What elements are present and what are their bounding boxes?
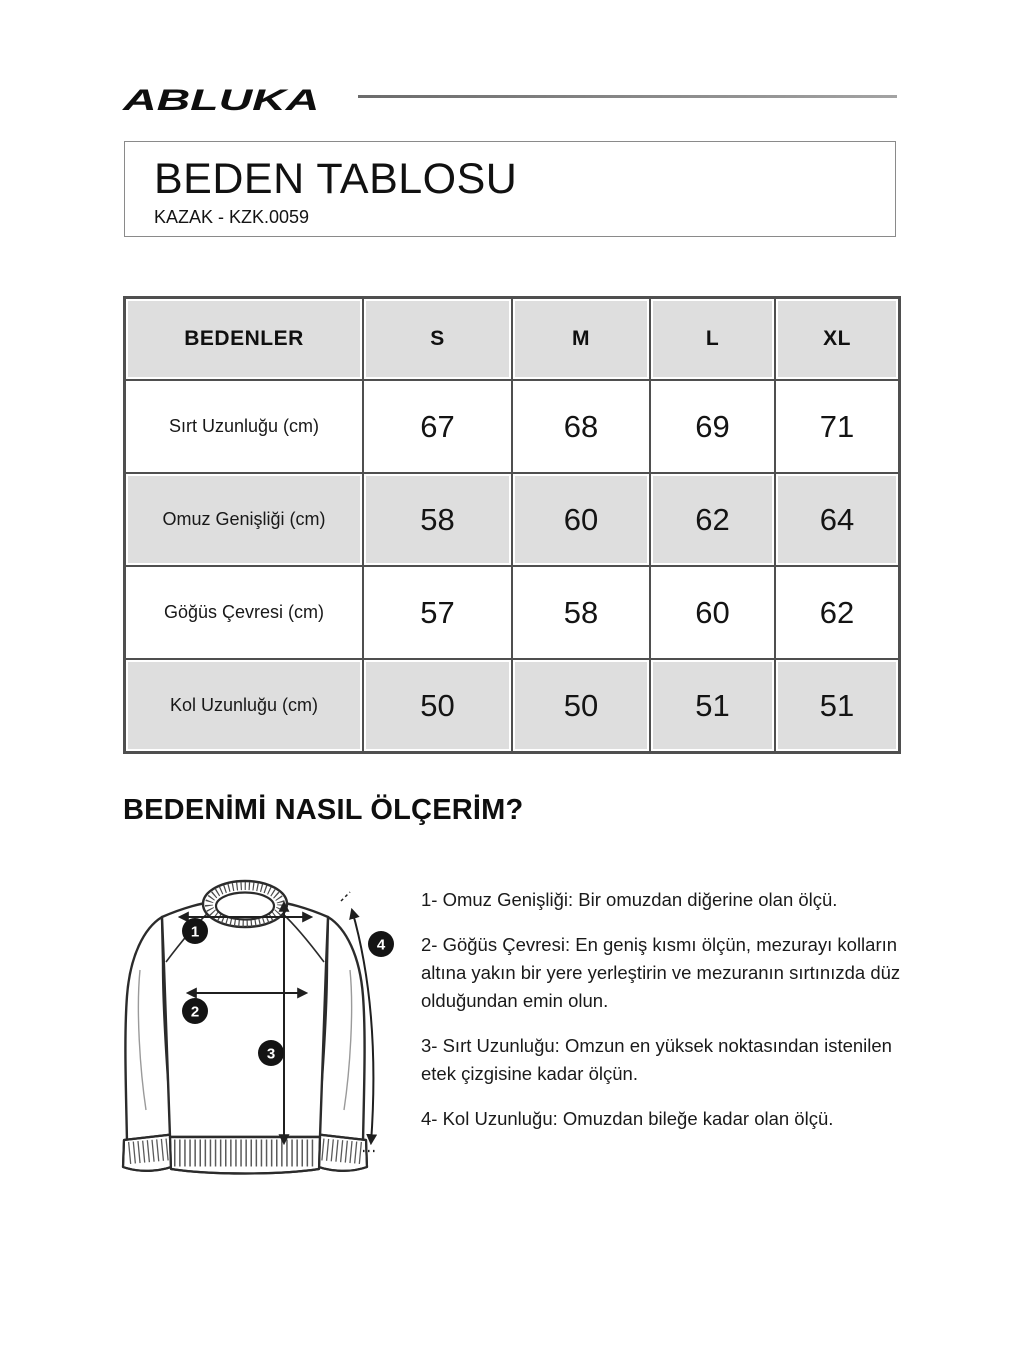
cell-value: 62	[775, 566, 899, 659]
measure-heading: BEDENİMİ NASIL ÖLÇERİM?	[123, 794, 524, 826]
title-box	[124, 141, 896, 237]
brand-logo: ABLUKA	[123, 84, 320, 117]
marker-badge-3	[258, 1040, 284, 1066]
cell-value: 71	[775, 380, 899, 473]
sweater-illustration	[100, 860, 420, 1200]
collar	[203, 881, 287, 927]
sleeve-arrow-top-dash	[341, 892, 350, 901]
svg-text:2: 2	[190, 1003, 200, 1021]
svg-text:3: 3	[266, 1045, 276, 1063]
cell-value: 50	[512, 659, 650, 752]
table-row-back-length	[125, 380, 899, 473]
table-row-shoulder-width	[125, 473, 899, 566]
instruction-sleeve-length: 4- Kol Uzunluğu: Omuzdan bileğe kadar olan ölçü.	[421, 1108, 834, 1129]
cell-value: 58	[512, 566, 650, 659]
sweater-diagram	[100, 860, 420, 1200]
product-code: KAZAK - KZK.0059	[154, 207, 310, 228]
cell-value: 51	[775, 659, 899, 752]
col-header-m: M	[512, 298, 650, 380]
cell-value: 60	[512, 473, 650, 566]
svg-text:1: 1	[190, 923, 200, 941]
cell-value: 58	[363, 473, 512, 566]
marker-badge-1	[182, 918, 208, 944]
row-label: Kol Uzunluğu (cm)	[125, 659, 363, 752]
cell-value: 60	[650, 566, 775, 659]
row-label: Göğüs Çevresi (cm)	[125, 566, 363, 659]
cell-value: 62	[650, 473, 775, 566]
cell-value: 57	[363, 566, 512, 659]
cell-value: 50	[363, 659, 512, 752]
page-title: BEDEN TABLOSU	[154, 155, 518, 203]
instruction-shoulder: 1- Omuz Genişliği: Bir omuzdan diğerine olan ölçü.	[421, 889, 838, 910]
col-header-s: S	[363, 298, 512, 380]
col-header-xl: XL	[775, 298, 899, 380]
table-row-chest	[125, 566, 899, 659]
cell-value: 67	[363, 380, 512, 473]
hem-band	[170, 1137, 320, 1174]
header-rule	[358, 95, 897, 98]
table-header-row	[125, 298, 899, 380]
col-header-bedenler: BEDENLER	[125, 298, 363, 380]
col-header-l: L	[650, 298, 775, 380]
instruction-chest: 2- Göğüs Çevresi: En geniş kısmı ölçün, mezurayı kolların altına yakın bir yere yerleştirin ve mezuranın sırtınızda düz olduğundan emin olun.	[421, 934, 901, 1011]
measure-instructions	[421, 886, 903, 1150]
cell-value: 51	[650, 659, 775, 752]
svg-text:4: 4	[376, 936, 386, 954]
row-label: Omuz Genişliği (cm)	[125, 473, 363, 566]
size-table	[123, 296, 901, 754]
cell-value: 64	[775, 473, 899, 566]
table-row-sleeve-length	[125, 659, 899, 752]
cell-value: 69	[650, 380, 775, 473]
row-label: Sırt Uzunluğu (cm)	[125, 380, 363, 473]
cell-value: 68	[512, 380, 650, 473]
instruction-back-length: 3- Sırt Uzunluğu: Omzun en yüksek noktasından istenilen etek çizgisine kadar ölçün.	[421, 1035, 892, 1084]
marker-badge-4	[368, 931, 394, 957]
marker-badge-2	[182, 998, 208, 1024]
